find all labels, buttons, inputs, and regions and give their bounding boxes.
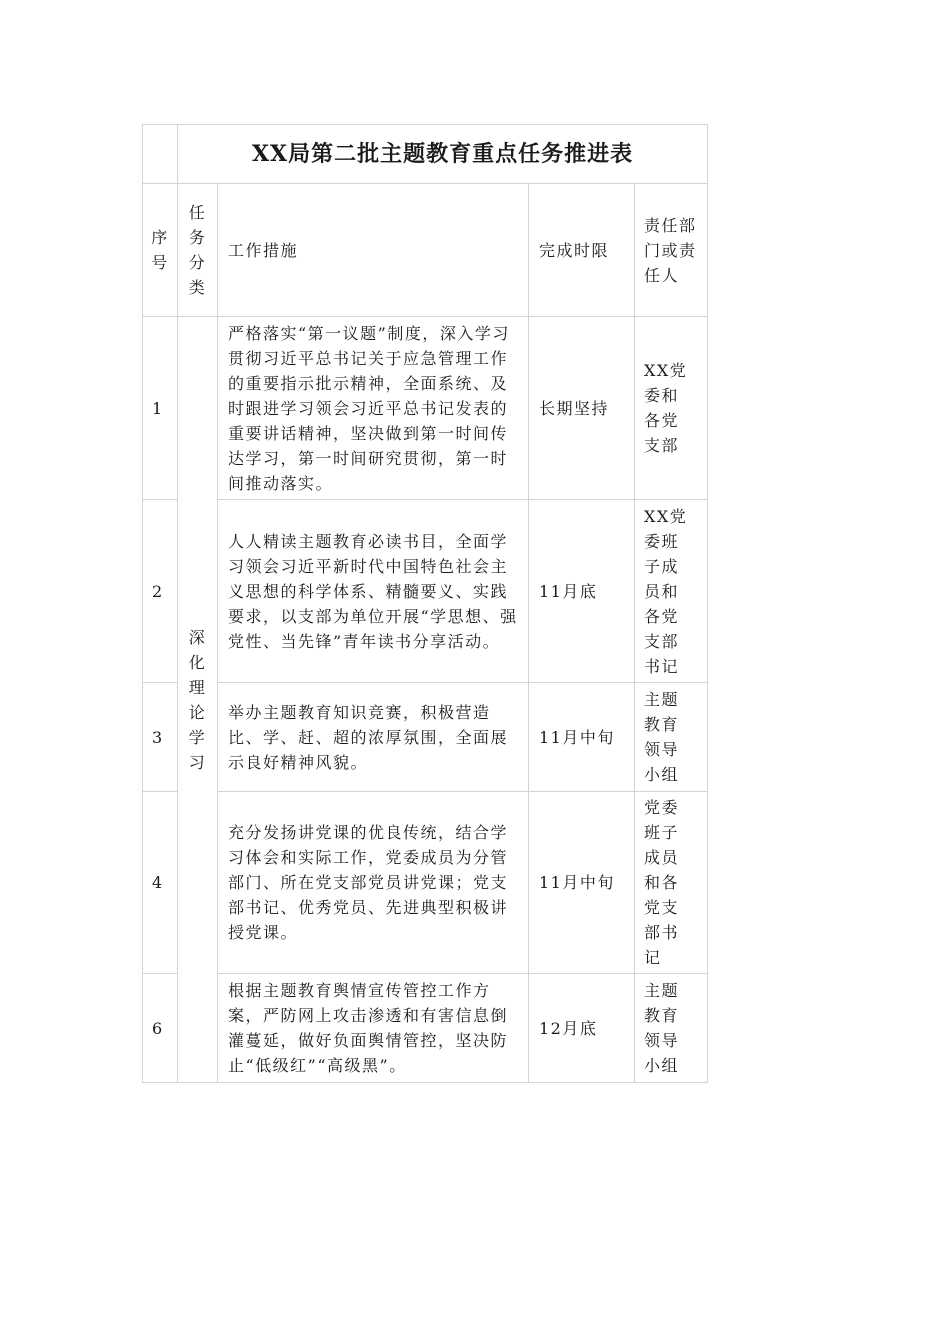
category-merged-cell: 深化理论学习: [178, 317, 218, 1083]
row-deadline: 11月中旬: [529, 683, 635, 792]
table-row: [143, 500, 708, 683]
row-measures: 充分发扬讲党课的优良传统，结合学习体会和实际工作，党委成员为分管部门、所在党支部党员讲党课；党支部书记、优秀党员、先进典型积极讲授党课。: [218, 792, 529, 974]
header-row: [143, 184, 708, 317]
row-deadline: 11月中旬: [529, 792, 635, 974]
header-owner: 责任部门或责任人: [635, 184, 708, 317]
row-deadline: 长期坚持: [529, 317, 635, 500]
table-title: XX局第二批主题教育重点任务推进表: [178, 125, 708, 184]
row-measures: 人人精读主题教育必读书目，全面学习领会习近平新时代中国特色社会主义思想的科学体系、精髓要义、实践要求，以支部为单位开展“学思想、强党性、当先锋”青年读书分享活动。: [218, 500, 529, 683]
header-seq: 序号: [143, 184, 178, 317]
task-table: [142, 124, 708, 1083]
title-blank-cell: [143, 125, 178, 184]
row-seq: 1: [143, 317, 178, 500]
title-row: [143, 125, 708, 184]
row-seq: 2: [143, 500, 178, 683]
row-seq: 6: [143, 974, 178, 1083]
row-owner: XX党委班子成员和各党支部书记: [635, 500, 708, 683]
row-owner: 党委班子成员和各党支部书记: [635, 792, 708, 974]
row-owner: XX党委和各党支部: [635, 317, 708, 500]
row-deadline: 12月底: [529, 974, 635, 1083]
row-measures: 严格落实“第一议题”制度，深入学习贯彻习近平总书记关于应急管理工作的重要指示批示精神，全面系统、及时跟进学习领会习近平总书记发表的重要讲话精神，坚决做到第一时间传达学习，第一时间研究贯彻，第一时间推动落实。: [218, 317, 529, 500]
header-deadline: 完成时限: [529, 184, 635, 317]
row-seq: 3: [143, 683, 178, 792]
row-owner: 主题教育领导小组: [635, 974, 708, 1083]
row-owner: 主题教育领导小组: [635, 683, 708, 792]
table-row: [143, 792, 708, 974]
row-deadline: 11月底: [529, 500, 635, 683]
header-measures: 工作措施: [218, 184, 529, 317]
row-seq: 4: [143, 792, 178, 974]
row-measures: 举办主题教育知识竞赛，积极营造比、学、赶、超的浓厚氛围，全面展示良好精神风貌。: [218, 683, 529, 792]
row-measures: 根据主题教育舆情宣传管控工作方案，严防网上攻击渗透和有害信息倒灌蔓延，做好负面舆情管控，坚决防止“低级红”“高级黑”。: [218, 974, 529, 1083]
table-row: [143, 683, 708, 792]
header-category: 任务分类: [178, 184, 218, 317]
table-row: [143, 317, 708, 500]
table-row: [143, 974, 708, 1083]
